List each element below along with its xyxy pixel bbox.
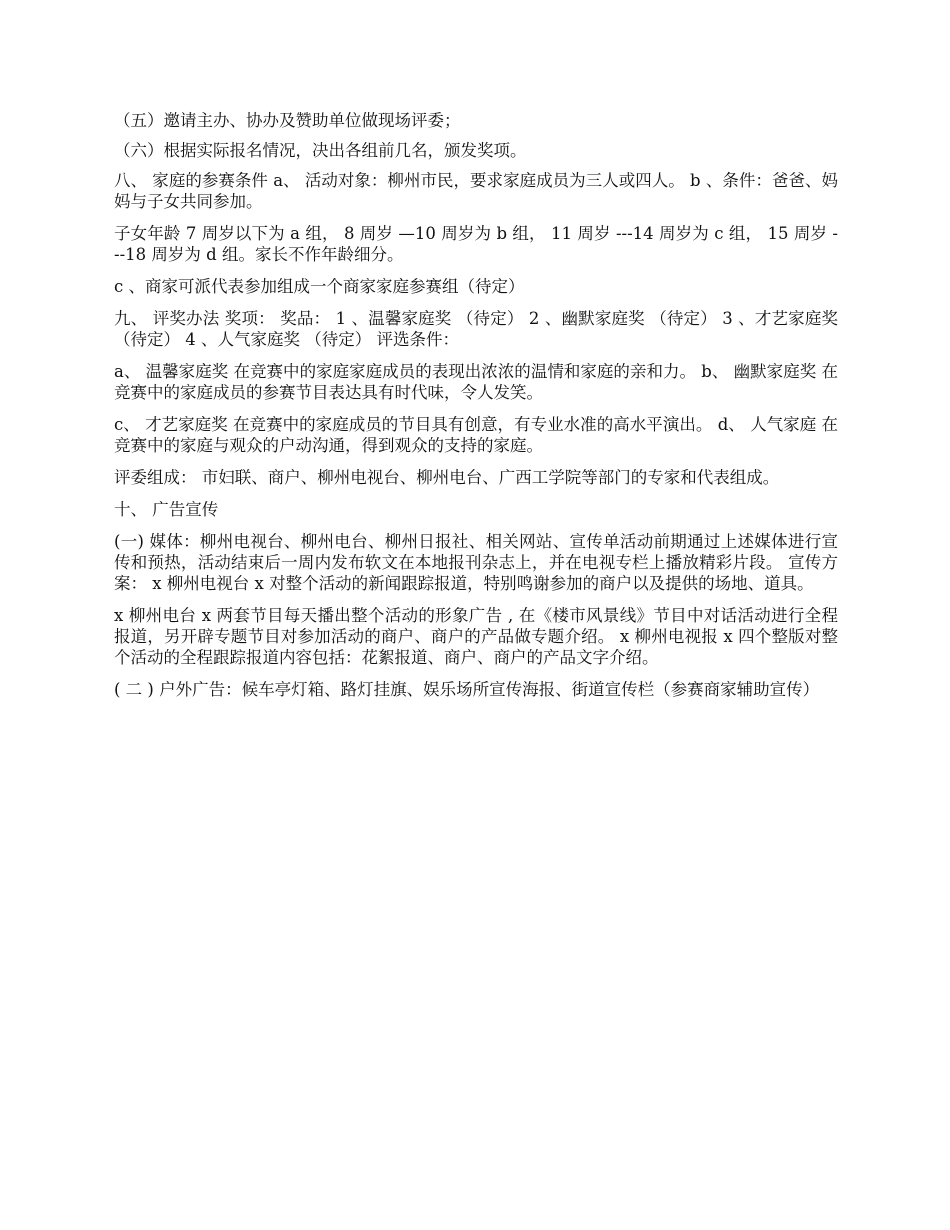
- paragraph-section-8-conditions: 八、 家庭的参赛条件 a、 活动对象：柳州市民，要求家庭成员为三人或四人。 b 、条件：爸爸、妈妈与子女共同参加。: [114, 171, 838, 211]
- paragraph-age-groups: 子女年龄 7 周岁以下为 a 组， 8 周岁 —10 周岁为 b 组， 11 周岁 ---14 周岁为 c 组， 15 周岁 ---18 周岁为 d 组。家长不作年龄细分。: [114, 224, 838, 264]
- paragraph-award-criteria-ab: a、 温馨家庭奖 在竞赛中的家庭家庭成员的表现出浓浓的温情和家庭的亲和力。 b、 幽默家庭奖 在竞赛中的家庭成员的参赛节目表达具有时代味，令人发笑。: [114, 362, 838, 402]
- paragraph-merchant-group: c 、商家可派代表参加组成一个商家家庭参赛组（待定）: [114, 277, 525, 296]
- paragraph-media: (一) 媒体：柳州电视台、柳州电台、柳州日报社、相关网站、宣传单活动前期通过上述媒体进行宣传和预热，活动结束后一周内发布软文在本地报刊杂志上，并在电视专栏上播放精彩片段。 宣传方案： x 柳州电视台 x 对整个活动的新闻跟踪报道，特别鸣谢参加的商户以及提供的场地、道具。: [114, 532, 838, 593]
- paragraph-award-criteria-cd: c、 才艺家庭奖 在竞赛中的家庭成员的节目具有创意，有专业水准的高水平演出。 d、 人气家庭 在竞赛中的家庭与观众的户动沟通，得到观众的支持的家庭。: [114, 415, 838, 455]
- paragraph-invite-judges: （五）邀请主办、协办及赞助单位做现场评委；: [114, 111, 461, 130]
- paragraph-radio-tv: x 柳州电台 x 两套节目每天播出整个活动的形象广告 , 在《楼市风景线》节目中对话活动进行全程报道，另开辟专题节目对参加活动的商户、商户的产品做专题介绍。 x 柳州电视报 x 四个整版对整个活动的全程跟踪报道内容包括：花絮报道、商户、商户的产品文字介绍。: [114, 606, 838, 667]
- paragraph-awards-decision: （六）根据实际报名情况，决出各组前几名，颁发奖项。: [114, 141, 527, 160]
- paragraph-section-9-awards: 九、 评奖办法 奖项： 奖品： 1 、温馨家庭奖 （待定） 2 、幽默家庭奖 （待定） 3 、才艺家庭奖 （待定） 4 、人气家庭奖 （待定） 评选条件：: [114, 309, 838, 349]
- paragraph-judges: 评委组成： 市妇联、商户、柳州电视台、柳州电台、广西工学院等部门的专家和代表组成。: [114, 468, 780, 487]
- paragraph-section-10-heading: 十、 广告宣传: [114, 500, 219, 519]
- paragraph-outdoor-ads: ( 二 ) 户外广告：候车亭灯箱、路灯挂旗、娱乐场所宣传海报、街道宣传栏（参赛商家辅助宣传）: [114, 680, 820, 699]
